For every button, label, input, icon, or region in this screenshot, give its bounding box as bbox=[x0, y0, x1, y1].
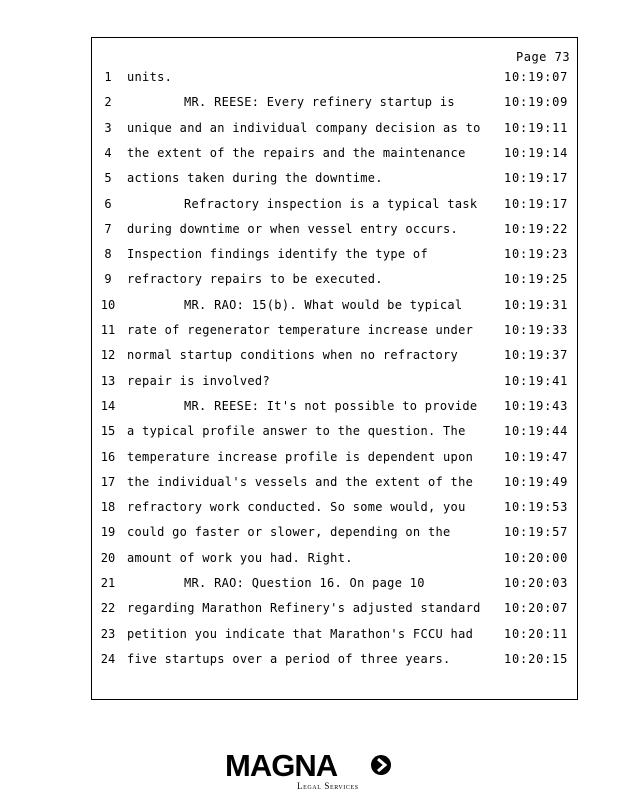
transcript-line bbox=[0, 651, 618, 667]
transcript-line bbox=[0, 449, 618, 465]
timestamp: 10:19:09 bbox=[504, 95, 569, 110]
transcript-line bbox=[0, 271, 618, 287]
line-number: 7 bbox=[104, 221, 112, 236]
line-number: 5 bbox=[104, 171, 112, 186]
line-number: 1 bbox=[104, 70, 112, 84]
transcript-line bbox=[0, 626, 618, 642]
transcript-line bbox=[0, 322, 618, 338]
line-number: 2 bbox=[104, 95, 112, 110]
line-text: Inspection findings identify the type of bbox=[127, 247, 428, 262]
line-number: 3 bbox=[104, 120, 112, 135]
line-text: refractory repairs to be executed. bbox=[127, 272, 383, 287]
timestamp: 10:19:37 bbox=[504, 348, 569, 363]
line-number: 9 bbox=[104, 272, 112, 287]
transcript-line bbox=[0, 423, 618, 439]
transcript-line bbox=[0, 575, 618, 591]
line-number: 4 bbox=[104, 145, 112, 160]
transcript-line bbox=[0, 398, 618, 414]
line-text: the extent of the repairs and the maintenance bbox=[127, 145, 466, 160]
timestamp: 10:19:23 bbox=[504, 247, 569, 262]
chevron-circle-icon bbox=[370, 754, 392, 776]
line-number: 13 bbox=[100, 373, 116, 388]
line-number: 24 bbox=[100, 651, 116, 666]
line-text: refractory work conducted. So some would, you bbox=[127, 500, 466, 515]
line-text: actions taken during the downtime. bbox=[127, 171, 383, 186]
line-text: units. bbox=[127, 70, 173, 84]
timestamp: 10:19:33 bbox=[504, 323, 569, 337]
line-text: a typical profile answer to the question. The bbox=[127, 424, 466, 439]
transcript-line bbox=[0, 221, 618, 237]
line-text: during downtime or when vessel entry occurs. bbox=[127, 221, 459, 236]
line-number: 22 bbox=[100, 601, 116, 616]
transcript-line bbox=[0, 120, 618, 136]
transcript-line bbox=[0, 246, 618, 262]
line-text: temperature increase profile is dependent upon bbox=[127, 449, 474, 464]
timestamp: 10:19:31 bbox=[504, 297, 569, 312]
line-number: 19 bbox=[100, 525, 116, 540]
magna-logo bbox=[225, 750, 395, 794]
timestamp: 10:20:15 bbox=[504, 651, 569, 666]
line-text: Refractory inspection is a typical task bbox=[184, 196, 478, 211]
line-text: MR. RAO: Question 16. On page 10 bbox=[184, 576, 425, 590]
transcript-line bbox=[0, 474, 618, 490]
line-number: 10 bbox=[100, 297, 116, 312]
line-text: unique and an individual company decision as to bbox=[127, 120, 481, 135]
line-number: 14 bbox=[100, 398, 116, 413]
timestamp: 10:20:11 bbox=[504, 626, 569, 641]
line-number: 23 bbox=[100, 626, 116, 641]
line-number: 17 bbox=[100, 474, 116, 489]
transcript-line bbox=[0, 524, 618, 540]
logo-wordmark: MAGNA bbox=[225, 748, 338, 783]
line-text: petition you indicate that Marathon's FCCU had bbox=[127, 626, 474, 641]
line-number: 6 bbox=[104, 196, 112, 211]
timestamp: 10:20:03 bbox=[504, 576, 569, 590]
timestamp: 10:19:17 bbox=[504, 171, 569, 186]
line-number: 12 bbox=[100, 348, 116, 363]
line-text: MR. REESE: Every refinery startup is bbox=[184, 95, 455, 110]
transcript-line bbox=[0, 600, 618, 616]
transcript-line bbox=[0, 550, 618, 566]
logo-subtitle: Legal Services bbox=[297, 781, 359, 791]
transcript-line bbox=[0, 94, 618, 110]
line-text: five startups over a period of three years. bbox=[127, 651, 451, 666]
timestamp: 10:19:25 bbox=[504, 272, 569, 287]
line-text: the individual's vessels and the extent of the bbox=[127, 474, 474, 489]
timestamp: 10:19:47 bbox=[504, 449, 569, 464]
transcript-line bbox=[0, 196, 618, 212]
line-number: 11 bbox=[100, 323, 116, 337]
transcript-line bbox=[0, 145, 618, 161]
timestamp: 10:19:53 bbox=[504, 500, 569, 515]
transcript-line bbox=[0, 347, 618, 363]
timestamp: 10:19:41 bbox=[504, 373, 569, 388]
timestamp: 10:19:11 bbox=[504, 120, 569, 135]
transcript-line bbox=[0, 170, 618, 186]
timestamp: 10:19:17 bbox=[504, 196, 569, 211]
line-number: 21 bbox=[100, 576, 116, 590]
timestamp: 10:20:07 bbox=[504, 601, 569, 616]
timestamp: 10:19:14 bbox=[504, 145, 569, 160]
timestamp: 10:19:44 bbox=[504, 424, 569, 439]
timestamp: 10:20:00 bbox=[504, 550, 569, 565]
line-number: 18 bbox=[100, 500, 116, 515]
line-number: 8 bbox=[104, 247, 112, 262]
transcript-line bbox=[0, 69, 618, 85]
line-number: 20 bbox=[100, 550, 116, 565]
line-text: amount of work you had. Right. bbox=[127, 550, 353, 565]
transcript-line bbox=[0, 297, 618, 313]
line-number: 15 bbox=[100, 424, 116, 439]
line-text: MR. REESE: It's not possible to provide bbox=[184, 398, 478, 413]
page-number: Page 73 bbox=[516, 50, 571, 64]
line-text: rate of regenerator temperature increase under bbox=[127, 323, 474, 337]
transcript-line bbox=[0, 373, 618, 389]
line-text: MR. RAO: 15(b). What would be typical bbox=[184, 297, 463, 312]
transcript-line bbox=[0, 499, 618, 515]
timestamp: 10:19:07 bbox=[504, 70, 569, 84]
timestamp: 10:19:22 bbox=[504, 221, 569, 236]
timestamp: 10:19:49 bbox=[504, 474, 569, 489]
timestamp: 10:19:43 bbox=[504, 398, 569, 413]
timestamp: 10:19:57 bbox=[504, 525, 569, 540]
line-number: 16 bbox=[100, 449, 116, 464]
line-text: repair is involved? bbox=[127, 373, 270, 388]
line-text: regarding Marathon Refinery's adjusted standard bbox=[127, 601, 481, 616]
line-text: could go faster or slower, depending on the bbox=[127, 525, 451, 540]
line-text: normal startup conditions when no refractory bbox=[127, 348, 459, 363]
